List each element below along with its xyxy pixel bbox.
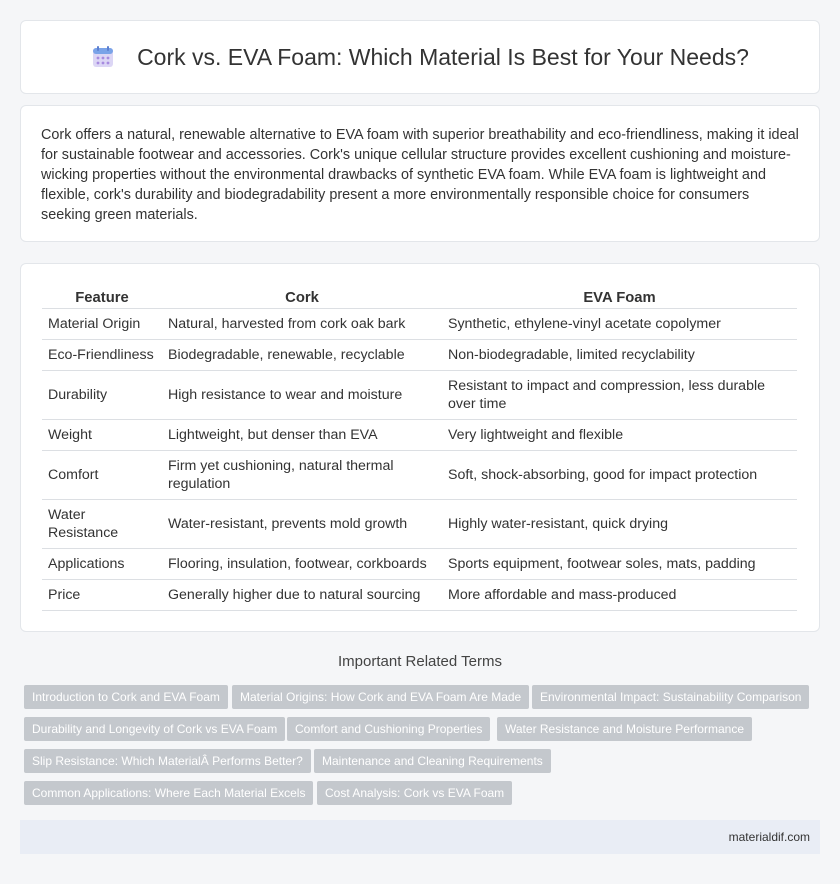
cork-cell: High resistance to wear and moisture (162, 371, 442, 420)
eva-cell: Resistant to impact and compression, less durable over time (442, 371, 797, 420)
feature-cell: Comfort (42, 451, 162, 500)
related-term-link[interactable]: Cost Analysis: Cork vs EVA Foam (317, 781, 512, 805)
related-term-link[interactable]: Common Applications: Where Each Material Excels (24, 781, 313, 805)
comparison-table-card (20, 263, 820, 632)
footer (20, 820, 820, 854)
table-row (42, 371, 797, 420)
header-eva-foam: EVA Foam (442, 286, 797, 309)
cork-cell: Firm yet cushioning, natural thermal regulation (162, 451, 442, 500)
header-cork: Cork (162, 286, 442, 309)
calendar-icon (91, 45, 115, 69)
related-term-link[interactable]: Environmental Impact: Sustainability Comparison (532, 685, 809, 709)
related-term-link[interactable]: Water Resistance and Moisture Performance (497, 717, 752, 741)
eva-cell: Non-biodegradable, limited recyclability (442, 340, 797, 371)
related-term-link[interactable]: Slip Resistance: Which MaterialÂ Performs Better? (24, 749, 311, 773)
table-row (42, 420, 797, 451)
header-feature: Feature (42, 286, 162, 309)
eva-cell: Soft, shock-absorbing, good for impact protection (442, 451, 797, 500)
cork-cell: Biodegradable, renewable, recyclable (162, 340, 442, 371)
comparison-table (42, 286, 797, 611)
summary-card (20, 105, 820, 242)
summary-text: Cork offers a natural, renewable alternative to EVA foam with superior breathability and eco-friendliness, making it ideal for sustainable footwear and accessories. Cork's unique cellular structure provides excellent cushioning and moisture-wicking properties without the environmental drawbacks of synthetic EVA foam. While EVA foam is lightweight and flexible, cork's durability and biodegradability present a more environmentally responsible choice for consumers seeking green materials. (41, 127, 799, 223)
table-row (42, 451, 797, 500)
related-term-link[interactable]: Material Origins: How Cork and EVA Foam Are Made (232, 685, 529, 709)
table-row (42, 580, 797, 611)
feature-cell: Applications (42, 549, 162, 580)
table-row (42, 500, 797, 549)
related-term-link[interactable]: Maintenance and Cleaning Requirements (314, 749, 551, 773)
feature-cell: Weight (42, 420, 162, 451)
eva-cell: Highly water-resistant, quick drying (442, 500, 797, 549)
footer-site-link[interactable]: materialdif.com (728, 830, 810, 844)
eva-cell: Sports equipment, footwear soles, mats, padding (442, 549, 797, 580)
table-row (42, 309, 797, 340)
feature-cell: Material Origin (42, 309, 162, 340)
title-card (20, 20, 820, 94)
cork-cell: Generally higher due to natural sourcing (162, 580, 442, 611)
related-term-link[interactable]: Introduction to Cork and EVA Foam (24, 685, 228, 709)
page-title: Cork vs. EVA Foam: Which Material Is Best for Your Needs? (137, 43, 749, 70)
cork-cell: Natural, harvested from cork oak bark (162, 309, 442, 340)
table-row (42, 340, 797, 371)
related-term-link[interactable]: Durability and Longevity of Cork vs EVA Foam (24, 717, 285, 741)
eva-cell: More affordable and mass-produced (442, 580, 797, 611)
feature-cell: Price (42, 580, 162, 611)
related-term-link[interactable]: Comfort and Cushioning Properties (287, 717, 490, 741)
table-row (42, 549, 797, 580)
eva-cell: Synthetic, ethylene-vinyl acetate copolymer (442, 309, 797, 340)
related-terms-heading: Important Related Terms (338, 653, 502, 670)
cork-cell: Water-resistant, prevents mold growth (162, 500, 442, 549)
feature-cell: Durability (42, 371, 162, 420)
feature-cell: Water Resistance (42, 500, 162, 549)
cork-cell: Lightweight, but denser than EVA (162, 420, 442, 451)
cork-cell: Flooring, insulation, footwear, corkboards (162, 549, 442, 580)
feature-cell: Eco-Friendliness (42, 340, 162, 371)
eva-cell: Very lightweight and flexible (442, 420, 797, 451)
